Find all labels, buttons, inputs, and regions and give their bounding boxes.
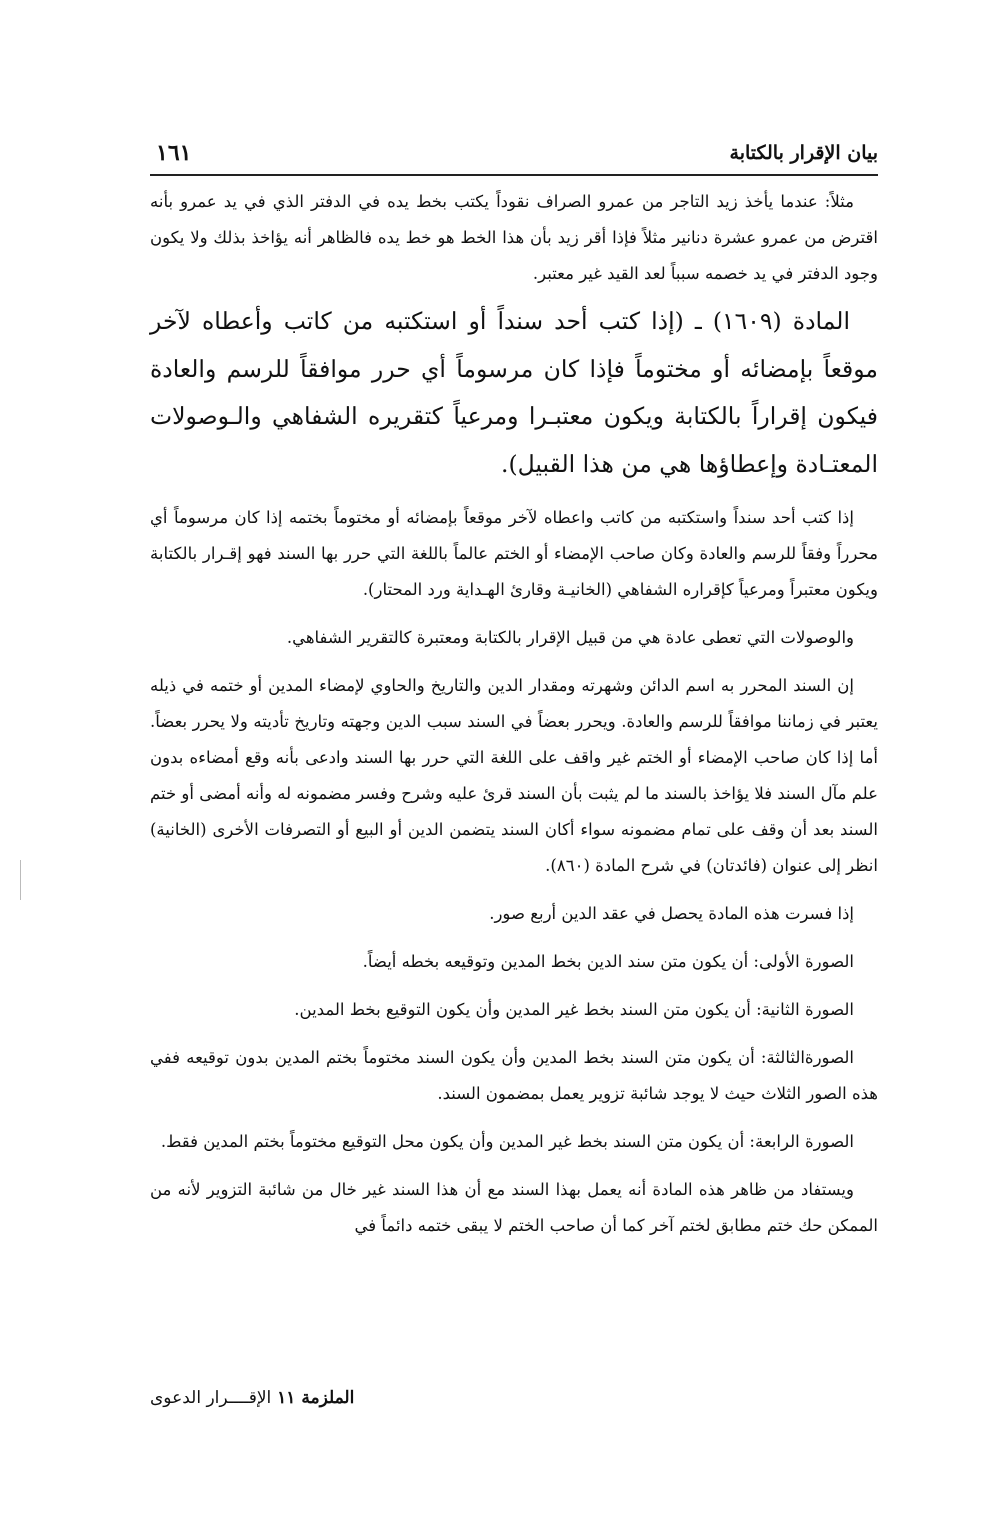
commentary-paragraph: إذا فسرت هذه المادة يحصل في عقد الدين أربع صور. [489,904,854,923]
signature-footer [150,1388,400,1408]
commentary-paragraph: الصورة الرابعة: أن يكون متن السند بخط غير المدين وأن يكون محل التوقيع مختوماً بختم المدين فقط. [160,1132,854,1151]
page-number: ١٦١ [156,140,192,166]
commentary-paragraph: والوصولات التي تعطى عادة هي من قبيل الإقرار بالكتابة ومعتبرة كالتقرير الشفاهي. [286,628,854,647]
page-header [150,138,878,176]
commentary-paragraph: الصورة الأولى: أن يكون متن سند الدين بخط المدين وتوقيعه بخطه أيضاً. [362,952,854,971]
commentary-paragraph: ويستفاد من ظاهر هذه المادة أنه يعمل بهذا السند مع أن هذا السند غير خال من شائبة التزوير لأنه من الممكن حك ختم مطابق لختم آخر كما أن صاحب الختم لا يبقى ختمه دائماً في [150,1180,878,1235]
signature-text: الإقــــرار الدعوى [150,1388,272,1408]
signature-number: ١١ [277,1388,296,1408]
commentary-paragraph: الصورةالثالثة: أن يكون متن السند بخط المدين وأن يكون السند مختوماً بختم المدين بدون توقيعه ففي هذه الصور الثلاث حيث لا يوجد شائبة تزوير يعمل بمضمون السند. [150,1048,878,1103]
margin-mark [20,860,21,900]
document-page [150,138,878,1244]
intro-paragraph: مثلاً: عندما يأخذ زيد التاجر من عمرو الصراف نقوداً يكتب بخط يده في الدفتر الذي في يد عمرو بأنه اقترض من عمرو عشرة دنانير مثلاً فإذا أقر زيد بأن هذا الخط هو خط يده فالظاهر أنه يؤاخذ بذلك ولا يكون وجود الدفتر في يد خصمه سبباً لعد القيد غير معتبر. [150,192,878,283]
commentary-paragraph: الصورة الثانية: أن يكون متن السند بخط غير المدين وأن يكون التوقيع بخط المدين. [294,1000,854,1019]
article-text: المادة (١٦٠٩) ـ (إذا كتب أحد سنداً أو استكتبه من كاتب وأعطاه لآخر موقعاً بإمضائه أو مختوماً فإذا كان مرسوماً أي حرر موافقاً للرسم والعادة فيكون إقراراً بالكتابة ويكون معتبـرا ومرعياً كتقريره الشفاهي والـوصولات المعتـادة وإعطاؤها هي من هذا القبيل). [150,307,878,478]
commentary-paragraph: إن السند المحرر به اسم الدائن وشهرته ومقدار الدين والتاريخ والحاوي لإمضاء المدين أو ختمه في ذيله يعتبر في زماننا موافقاً للرسم والعادة. ويحرر بعضاً في السند سبب الدين وجهته وتاريخ تأديته ولا يحرر بعضاً. أما إذا كان صاحب الإمضاء أو الختم غير واقف على اللغة التي حرر بها السند وادعى بأنه وقع أمضاءه بدون علم مآل السند فلا يؤاخذ بالسند ما لم يثبت بأن السند قرئ عليه وشرح وفسر مضمونه له وأنه أمضى أو ختم السند بعد أن وقف على تمام مضمونه سواء أكان السند يتضمن الدين أو البيع أو التصرفات الأخرى (الخانية) انظر إلى عنوان (فائدتان) في شرح المادة (٨٦٠). [150,676,878,875]
commentary-paragraph: إذا كتب أحد سنداً واستكتبه من كاتب واعطاه لآخر موقعاً بإمضائه أو مختوماً بختمه إذا كان مرسوماً أي محرراً وفقاً للرسم والعادة وكان صاحب الإمضاء أو الختم عالماً باللغة التي حرر بها السند فهو إقـرار بالكتابة ويكون معتبراً ومرعياً كإقراره الشفاهي (الخانيـة وقارئ الهـداية ورد المحتار). [150,508,878,599]
running-title: بيان الإقرار بالكتابة [729,142,878,164]
signature-label: الملزمة [301,1388,355,1408]
